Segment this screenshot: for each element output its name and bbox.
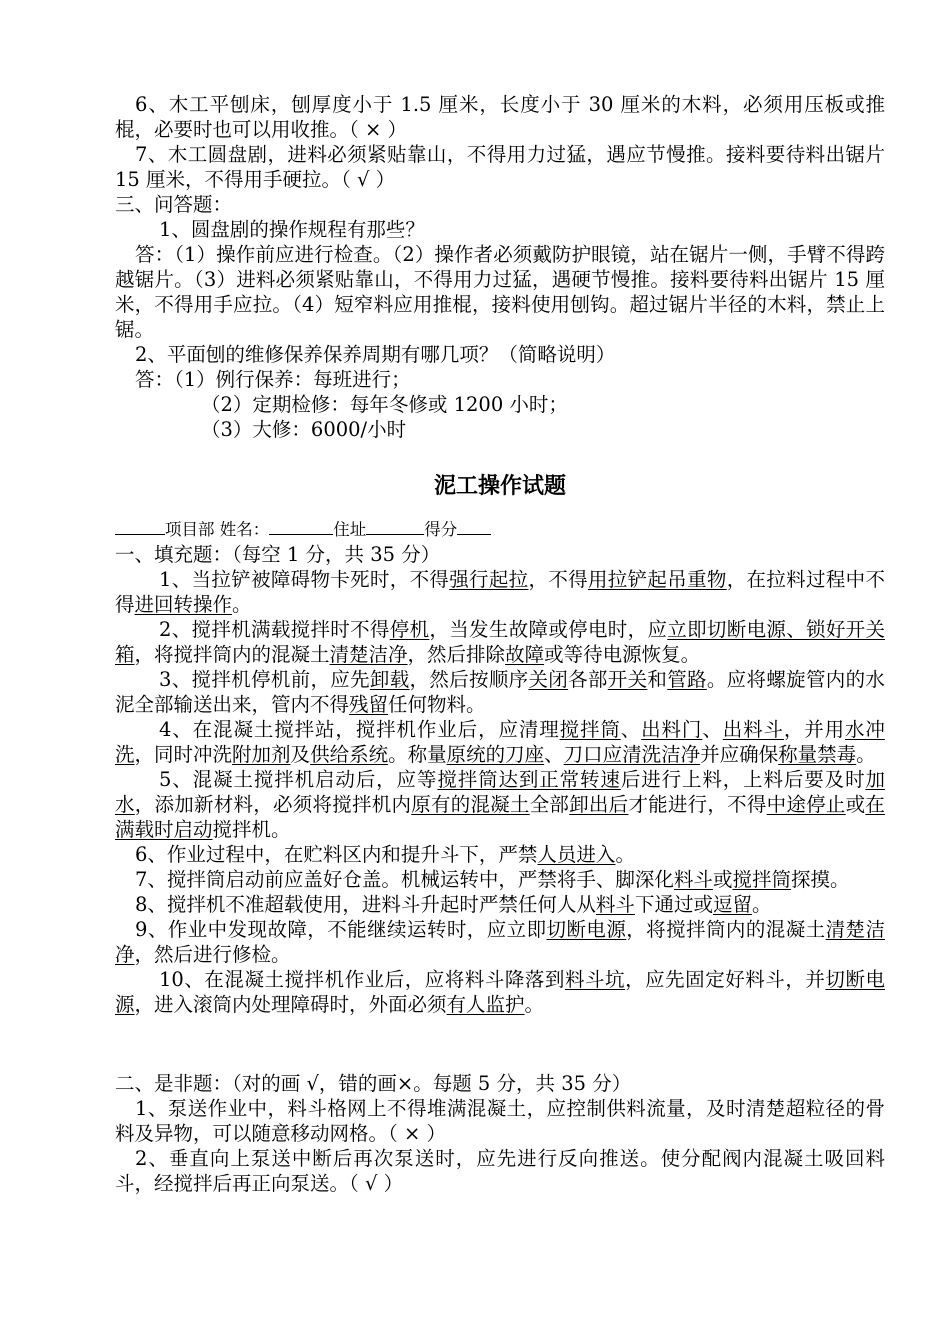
fill-question-8	[115, 892, 885, 917]
answer-blank: 人员进入	[537, 843, 616, 866]
question-text: 或	[712, 868, 733, 891]
question-text: ，不得	[528, 568, 588, 591]
answer-blank: 开关	[607, 668, 648, 691]
question-text: ，当发生故障或停电时，应	[429, 618, 668, 641]
fill-question-10	[115, 967, 885, 1017]
answer-blank: 加水	[115, 768, 885, 816]
fill-question-2	[115, 617, 885, 667]
answer-blank: 卸载	[369, 668, 410, 691]
question-text: 后进行上料，上料后要及时	[620, 768, 866, 791]
section-heading-qa: 三、问答题：	[115, 193, 233, 216]
name-blank	[269, 516, 333, 535]
question-text: ，将搅拌筒内的混凝土	[134, 643, 330, 666]
answer-blank: 搅拌筒	[732, 868, 791, 891]
question-text: 全部	[529, 793, 570, 816]
page-title: 泥工操作试题	[433, 474, 566, 499]
fill-question-9	[115, 917, 885, 967]
qa-answer-1: 答：（1）操作前应进行检查。（2）操作者必须戴防护眼镜，站在锯片一侧，手臂不得跨越锯片。（3）进料必须紧贴靠山，不得用力过猛，遇硬节慢推。接料要待料出锯片 15 厘米，不得用手应拉。（4）短窄料应用推棍，接料使用刨钩。超过锯片半径的木料，禁止上锯。	[115, 243, 885, 341]
answer-blank: 用拉铲起吊重物	[587, 568, 727, 591]
answer-blank: 原有的混凝土	[411, 793, 530, 816]
answer-blank: 强行起拉	[449, 568, 529, 591]
question-text: 、	[544, 743, 564, 766]
question-text: 5、混凝土搅拌机启动后，应等	[159, 768, 438, 791]
answer-blank: 切断电源	[546, 918, 627, 941]
question-text: 及	[290, 743, 311, 766]
question-text: ，在拉料过程中不得	[115, 568, 885, 616]
question-text: 或等待电源恢复。	[544, 643, 701, 666]
answer-blank: 残留	[349, 693, 389, 716]
answer-blank: 出料斗	[722, 718, 784, 741]
question-text: 。	[232, 593, 252, 616]
question-text: ，然后进行修检。	[134, 943, 291, 966]
qa-question-1: 1、圆盘剧的操作规程有那些？	[159, 218, 425, 241]
dept-blank	[115, 516, 165, 535]
question-text: 搅拌机。	[212, 818, 291, 841]
question-text: 下通过或	[634, 893, 713, 916]
answer-blank: 称量禁毒	[778, 743, 857, 766]
question-text: 并应确保	[700, 743, 779, 766]
question-text: 才能进行，不得	[628, 793, 767, 816]
question-text: 2、搅拌机满载搅拌时不得	[159, 618, 390, 641]
answer-blank: 搅拌筒	[559, 718, 621, 741]
fill-question-7	[115, 867, 885, 892]
answer-blank: 原统的刀座	[446, 743, 545, 766]
answer-blank: 水冲洗	[115, 718, 885, 766]
tf2-question-2: 2、垂直向上泵送中断后再次泵送时，应先进行反向推送。使分配阀内混凝土吸回料斗，经搅拌后再正向泵送。（ √ ）	[115, 1147, 885, 1195]
qa-answer-2-line-3: （3）大修：6000/小时	[201, 418, 407, 441]
addr-label: 住址	[333, 520, 367, 539]
question-text: 、	[620, 718, 642, 741]
question-text: 4、在混凝土搅拌站，搅拌机作业后，应清理	[159, 718, 560, 741]
answer-blank: 出料门	[641, 718, 703, 741]
question-text: 。称量	[388, 743, 447, 766]
question-text: ，然后排除	[407, 643, 506, 666]
answer-blank: 关闭	[528, 668, 569, 691]
question-text: 。	[615, 843, 635, 866]
addr-blank	[366, 516, 424, 535]
question-text: 探摸。	[790, 868, 850, 891]
fill-question-5	[115, 767, 885, 842]
tf-question-6: 6、木工平刨床，刨厚度小于 1.5 厘米，长度小于 30 厘米的木料，必须用压板或推棍，必要时也可以用收推。（ × ）	[115, 93, 885, 141]
question-text: 7、搅拌筒启动前应盖好仓盖。机械运转中，严禁将手、脚深化	[135, 868, 674, 891]
question-text: ，将搅拌筒内的混凝土	[626, 918, 826, 941]
answer-blank: 料斗	[595, 893, 635, 916]
question-text: 和	[647, 668, 668, 691]
question-text: 1、当拉铲被障碍物卡死时，不得	[159, 568, 450, 591]
question-text: 9、作业中发现故障，不能继续运转时，应立即	[135, 918, 547, 941]
answer-blank: 附加剂	[232, 743, 291, 766]
answer-blank: 清楚洁净	[329, 643, 408, 666]
score-label: 得分	[424, 520, 458, 539]
fill-question-3	[115, 667, 885, 717]
answer-blank: 停机	[389, 618, 430, 641]
answer-blank: 进回转操作	[134, 593, 233, 616]
answer-blank: 供给系统	[310, 743, 389, 766]
spacer	[115, 1017, 885, 1071]
answer-blank: 料斗坑	[564, 968, 626, 991]
question-text: ，并用	[783, 718, 846, 741]
fill-question-4	[115, 717, 885, 767]
answer-blank: 中途停止	[766, 793, 846, 816]
document-page	[115, 92, 885, 1196]
tf-question-7: 7、木工圆盘剧，进料必须紧贴靠山，不得用力过猛，遇应节慢推。接料要待料出锯片 15 厘米，不得用手硬拉。（ √ ）	[115, 143, 885, 191]
fill-question-6	[115, 842, 885, 867]
score-blank	[457, 516, 491, 535]
question-text: 任何物料。	[388, 693, 486, 716]
question-text: ，应先固定好料斗，并	[625, 968, 826, 991]
answer-blank: 故障	[505, 643, 545, 666]
question-text: 各部	[568, 668, 608, 691]
question-text: 8、搅拌机不准超载使用，进料斗升起时严禁任何人从	[135, 893, 596, 916]
info-line	[115, 516, 885, 542]
answer-blank: 切断电源	[115, 968, 885, 1016]
qa-answer-2-line-1: 答：（1）例行保养：每班进行；	[135, 368, 411, 391]
question-text: 。	[751, 893, 772, 916]
question-text: 。应将螺旋管内的水泥全部输送出来，管内不得	[115, 668, 885, 716]
question-text: 或	[845, 793, 866, 816]
answer-blank: 管路	[667, 668, 707, 691]
section-heading-fill: 一、填充题：（每空 1 分，共 35 分）	[115, 543, 441, 566]
answer-blank: 搅拌筒达到正常转速	[437, 768, 621, 791]
answer-blank: 刀口应清洗洁净	[563, 743, 701, 766]
qa-question-2: 2、平面刨的维修保养保养周期有哪几项？（简略说明）	[135, 343, 616, 366]
question-text: 。	[524, 993, 545, 1016]
answer-blank: 有人监护	[446, 993, 525, 1016]
question-text: 。	[856, 743, 876, 766]
question-text: 、	[702, 718, 723, 741]
question-text: 6、作业过程中，在贮料区内和提升斗下，严禁	[135, 843, 538, 866]
answer-blank: 立即切断电源、锁好开关箱	[115, 618, 885, 666]
tf2-question-1: 1、泵送作业中，料斗格网上不得堆满混凝土，应控制供料流量，及时清楚超粒径的骨料及异物，可以随意移动网格。（ × ）	[115, 1097, 885, 1145]
question-text: 10、在混凝土搅拌机作业后，应将料斗降落到	[159, 968, 565, 991]
dept-label: 项目部 姓名：	[165, 520, 270, 539]
answer-blank: 在满载时启动	[115, 793, 885, 841]
question-text: ，同时冲洗	[134, 743, 233, 766]
section-heading-truefalse: 二、是非题：（对的画 √，错的画×。每题 5 分，共 35 分）	[115, 1072, 632, 1095]
answer-blank: 料斗	[673, 868, 713, 891]
question-text: ，进入滚筒内处理障碍时，外面必须	[134, 993, 447, 1016]
answer-blank: 卸出后	[569, 793, 629, 816]
answer-blank: 逗留	[712, 893, 752, 916]
fill-question-1	[115, 567, 885, 617]
answer-blank: 清楚洁净	[115, 918, 885, 966]
question-text: ，然后按顺序	[409, 668, 529, 691]
question-text: 3、搅拌机停机前，应先	[159, 668, 370, 691]
question-text: ，添加新材料，必须将搅拌机内	[134, 793, 412, 816]
qa-answer-2-line-2: （2）定期检修：每年冬修或 1200 小时；	[201, 393, 568, 416]
